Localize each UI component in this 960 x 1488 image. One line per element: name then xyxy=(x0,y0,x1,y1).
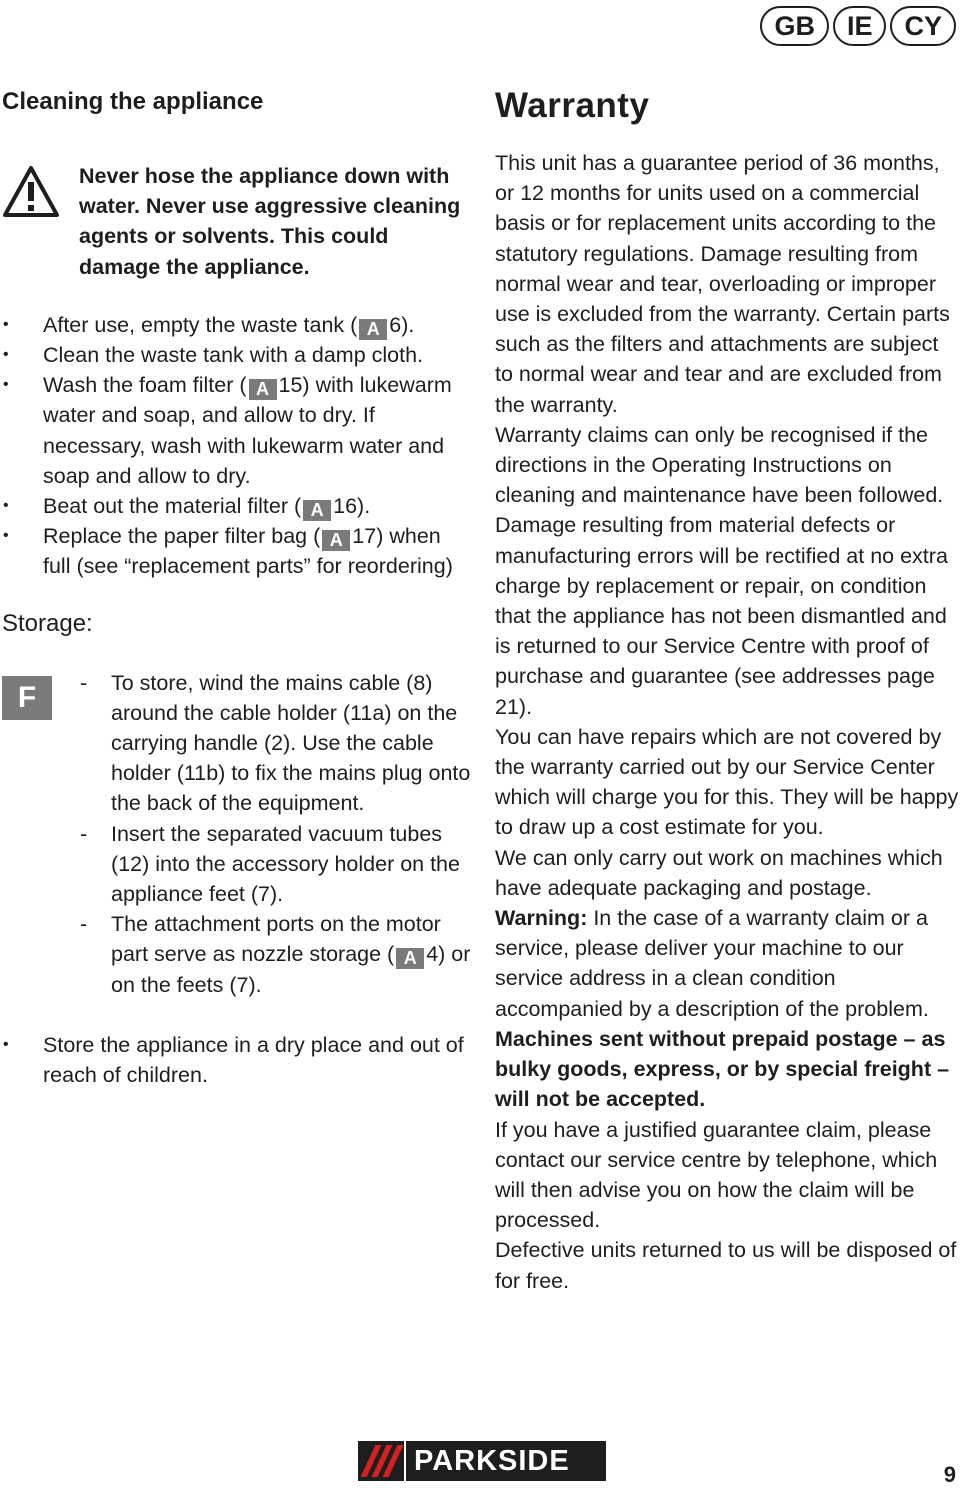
logo-slashes-icon xyxy=(358,1445,404,1477)
warranty-paragraph: Warranty claims can only be recognised if the directions in the Operating Instructions on cleaning and maintenance have been followed. Damage resulting from material defects or manufacturing errors will be rectified at no extra charge by replacement or repair, on condition that the appliance has not been dismantled and is returned to our Service Centre with proof of purchase and guarantee (see addresses page 21). xyxy=(495,422,948,719)
figure-a-icon: A xyxy=(396,948,424,969)
language-badge-ie: IE xyxy=(833,6,887,46)
warranty-warning-paragraph: Warning: In the case of a warranty claim or a service, please deliver your machine to our service address in a clean condition accompanied by a description of the problem. xyxy=(495,906,929,1021)
warranty-paragraph: Defective units returned to us will be disposed of for free. xyxy=(495,1238,957,1293)
cleaning-list xyxy=(2,310,472,582)
list-item: • Store the appliance in a dry place and out of reach of children. xyxy=(2,1030,472,1090)
warning-text: Never hose the appliance down with water. Never use aggressive cleaning agents or solvents. This could damage the appliance. xyxy=(79,164,461,279)
storage-title: Storage: xyxy=(2,609,93,637)
figure-a-icon: A xyxy=(359,319,387,340)
brand-name: PARKSIDE xyxy=(404,1441,570,1481)
list-item: - To store, wind the mains cable (8) around the cable holder (11a) on the carrying handle (2). Use the cable holder (11b) to fix the mains plug onto the back of the equipment. xyxy=(80,668,472,819)
page-number: 9 xyxy=(943,1462,956,1487)
left-column xyxy=(2,86,472,1090)
warranty-bold-paragraph: Machines sent without prepaid postage – as bulky goods, express, or by special freight – will not be accepted. xyxy=(495,1026,950,1112)
figure-f-icon: F xyxy=(2,676,52,720)
storage-final-list xyxy=(2,1030,472,1090)
cleaning-warning xyxy=(2,161,472,282)
list-item: • Clean the waste tank with a damp cloth. xyxy=(2,340,472,370)
warranty-paragraph: This unit has a guarantee period of 36 months, or 12 months for units used on a commercial basis or for replacement units according to the statutory regulations. Damage resulting from normal wear and tear, overloading or improper use is excluded from the warranty. Certain parts such as the filters and attachments are subject to normal wear and tear and are excluded from the warranty. xyxy=(495,151,950,417)
language-badge-gb: GB xyxy=(760,6,829,46)
storage-section xyxy=(2,668,472,1000)
figure-a-icon: A xyxy=(249,379,277,400)
list-item: • Replace the paper filter bag ( A 17) when full (see “replacement parts” for reordering) xyxy=(2,521,472,581)
warranty-paragraph: You can have repairs which are not covered by the warranty carried out by our Service Center which will charge you for this. They will be happy to draw up a cost estimate for you. xyxy=(495,724,959,840)
parkside-logo xyxy=(358,1441,606,1481)
warning-triangle-icon xyxy=(2,165,60,219)
cleaning-title: Cleaning the appliance xyxy=(2,88,264,115)
list-item: - The attachment ports on the motor part serve as nozzle storage ( A 4) or on the feets (7). xyxy=(80,909,472,1000)
list-item: • Wash the foam filter ( A 15) with lukewarm water and soap, and allow to dry. If necessary, wash with lukewarm water and soap and allow to dry. xyxy=(2,370,472,491)
warranty-paragraph: We can only carry out work on machines which have adequate packaging and postage. xyxy=(495,845,943,900)
right-column xyxy=(495,86,960,1296)
language-badge-cy: CY xyxy=(890,6,956,46)
figure-a-icon: A xyxy=(322,530,350,551)
list-item: - Insert the separated vacuum tubes (12) into the accessory holder on the appliance feet (7). xyxy=(80,819,472,910)
storage-list xyxy=(80,668,472,1000)
warranty-title: Warranty xyxy=(495,86,650,125)
list-item: • After use, empty the waste tank ( A 6). xyxy=(2,310,472,340)
warranty-paragraph: If you have a justified guarantee claim, please contact our service centre by telephone, which will then advise you on how the claim will be processed. xyxy=(495,1117,938,1233)
warning-label: Warning: xyxy=(495,906,588,931)
figure-a-icon: A xyxy=(303,500,331,521)
language-badges xyxy=(760,6,956,46)
list-item: • Beat out the material filter ( A 16). xyxy=(2,491,472,521)
